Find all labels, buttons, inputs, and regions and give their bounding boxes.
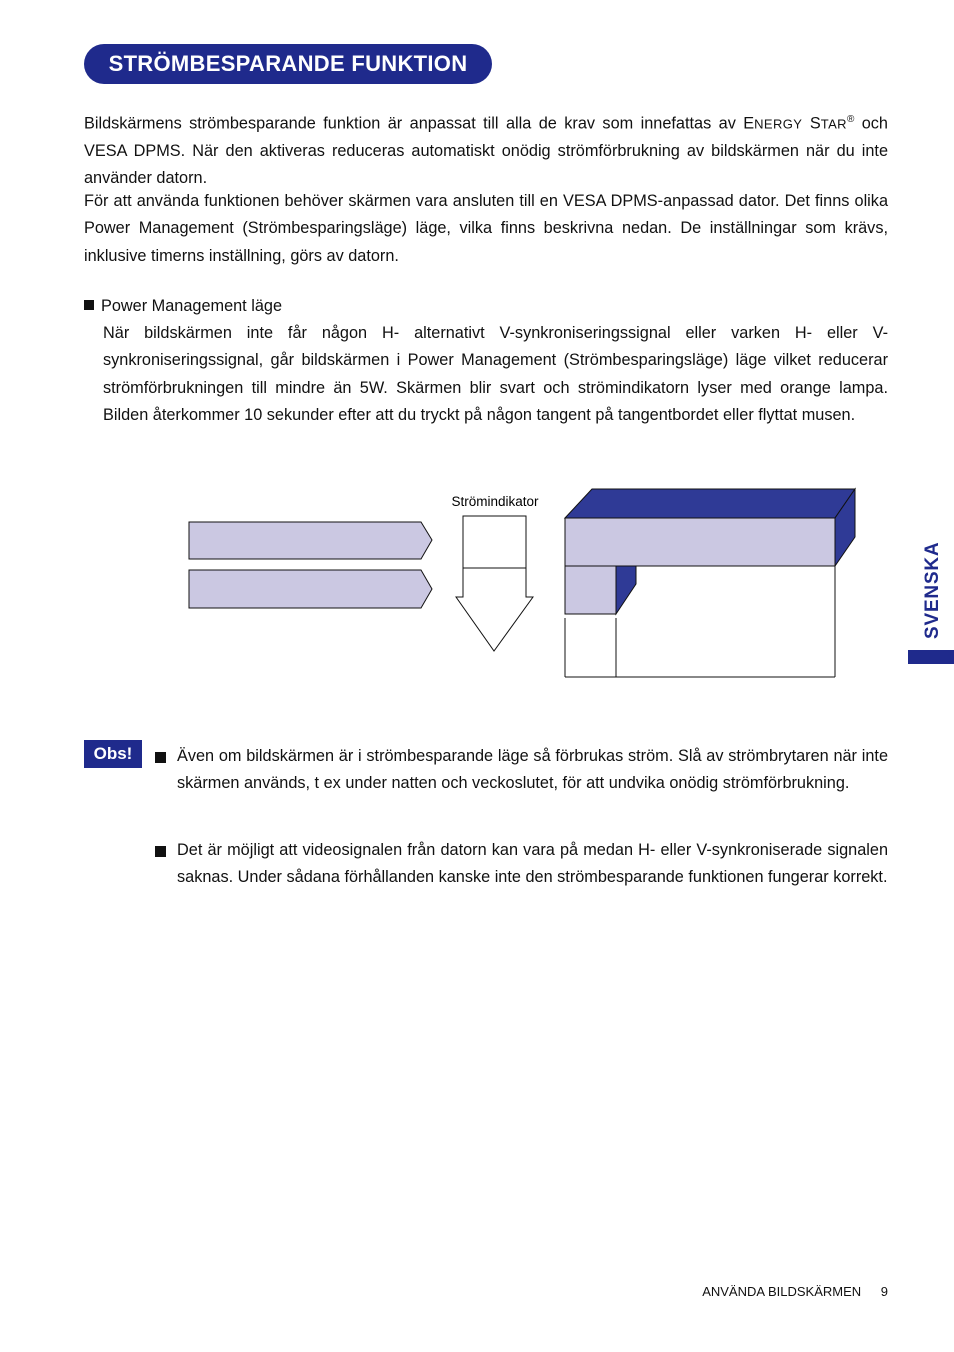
language-side-tab: [908, 530, 954, 664]
footer-section: ANVÄNDA BILDSKÄRMEN: [702, 1284, 862, 1299]
side-tab-bar: [908, 650, 954, 664]
indicator-down-arrow: [456, 516, 533, 651]
note-item-2: [155, 837, 888, 892]
power-management-heading: Power Management läge: [84, 293, 282, 320]
square-bullet-icon: [155, 752, 166, 763]
mode-table: [565, 489, 855, 677]
section-title: STRÖMBESPARANDE FUNKTION: [84, 44, 492, 84]
signal-arrow-1: [189, 522, 432, 559]
power-management-body: När bildskärmen inte får någon H- alternativt V-synkroniseringssignal eller varken H- eller V-synkroniseringssignal, går bildskärmen i Power Management (Strömbesparingsläge) läge vilket reducerar strömförbrukningen till mindre än 5W. Skärmen blir svart och strömindikatorn lyser med orange lampa. Bilden återkommer 10 sekunder efter att du tryckt på någon tangent på tangentbordet eller flyttat musen.: [103, 324, 888, 424]
indicator-label: Strömindikator: [451, 494, 539, 509]
square-bullet-icon: [84, 300, 94, 310]
square-bullet-icon: [155, 846, 166, 857]
power-management-diagram: [180, 485, 870, 685]
signal-arrow-2: [189, 570, 432, 608]
page-footer: [702, 1284, 888, 1299]
note-item-1: [155, 743, 888, 798]
page-number: 9: [880, 1284, 888, 1299]
intro-paragraph-2: För att använda funktionen behöver skärmen vara ansluten till en VESA DPMS-anpassad dator. Det finns olika Power Management (Strömbesparingsläge) läge, vilka finns beskrivna nedan. De inställningar som krävs, inklusive timerns inställning, görs av datorn.: [84, 192, 888, 265]
note-text-2: Det är möjligt att videosignalen från datorn kan vara på medan H- eller V-synkroniserade signalen saknas. Under sådana förhållanden kanske inte den strömbesparande funktionen fungerar korrekt.: [177, 841, 888, 887]
note-text-1: Även om bildskärmen är i strömbesparande läge så förbrukas ström. Slå av strömbrytaren när inte skärmen används, t ex under natten och veckoslutet, för att undvika onödig strömförbrukning.: [177, 747, 888, 793]
notes-badge: Obs!: [84, 740, 142, 768]
intro-paragraph-1: Bildskärmens strömbesparande funktion är anpassat till alla de krav som innefattas av ENERGY STAR® och VESA DPMS. När den aktiveras reduceras automatiskt onödig strömförbrukning av bildskärmen när du inte använder datorn.: [84, 114, 888, 188]
language-label: SVENSKA: [922, 541, 943, 639]
